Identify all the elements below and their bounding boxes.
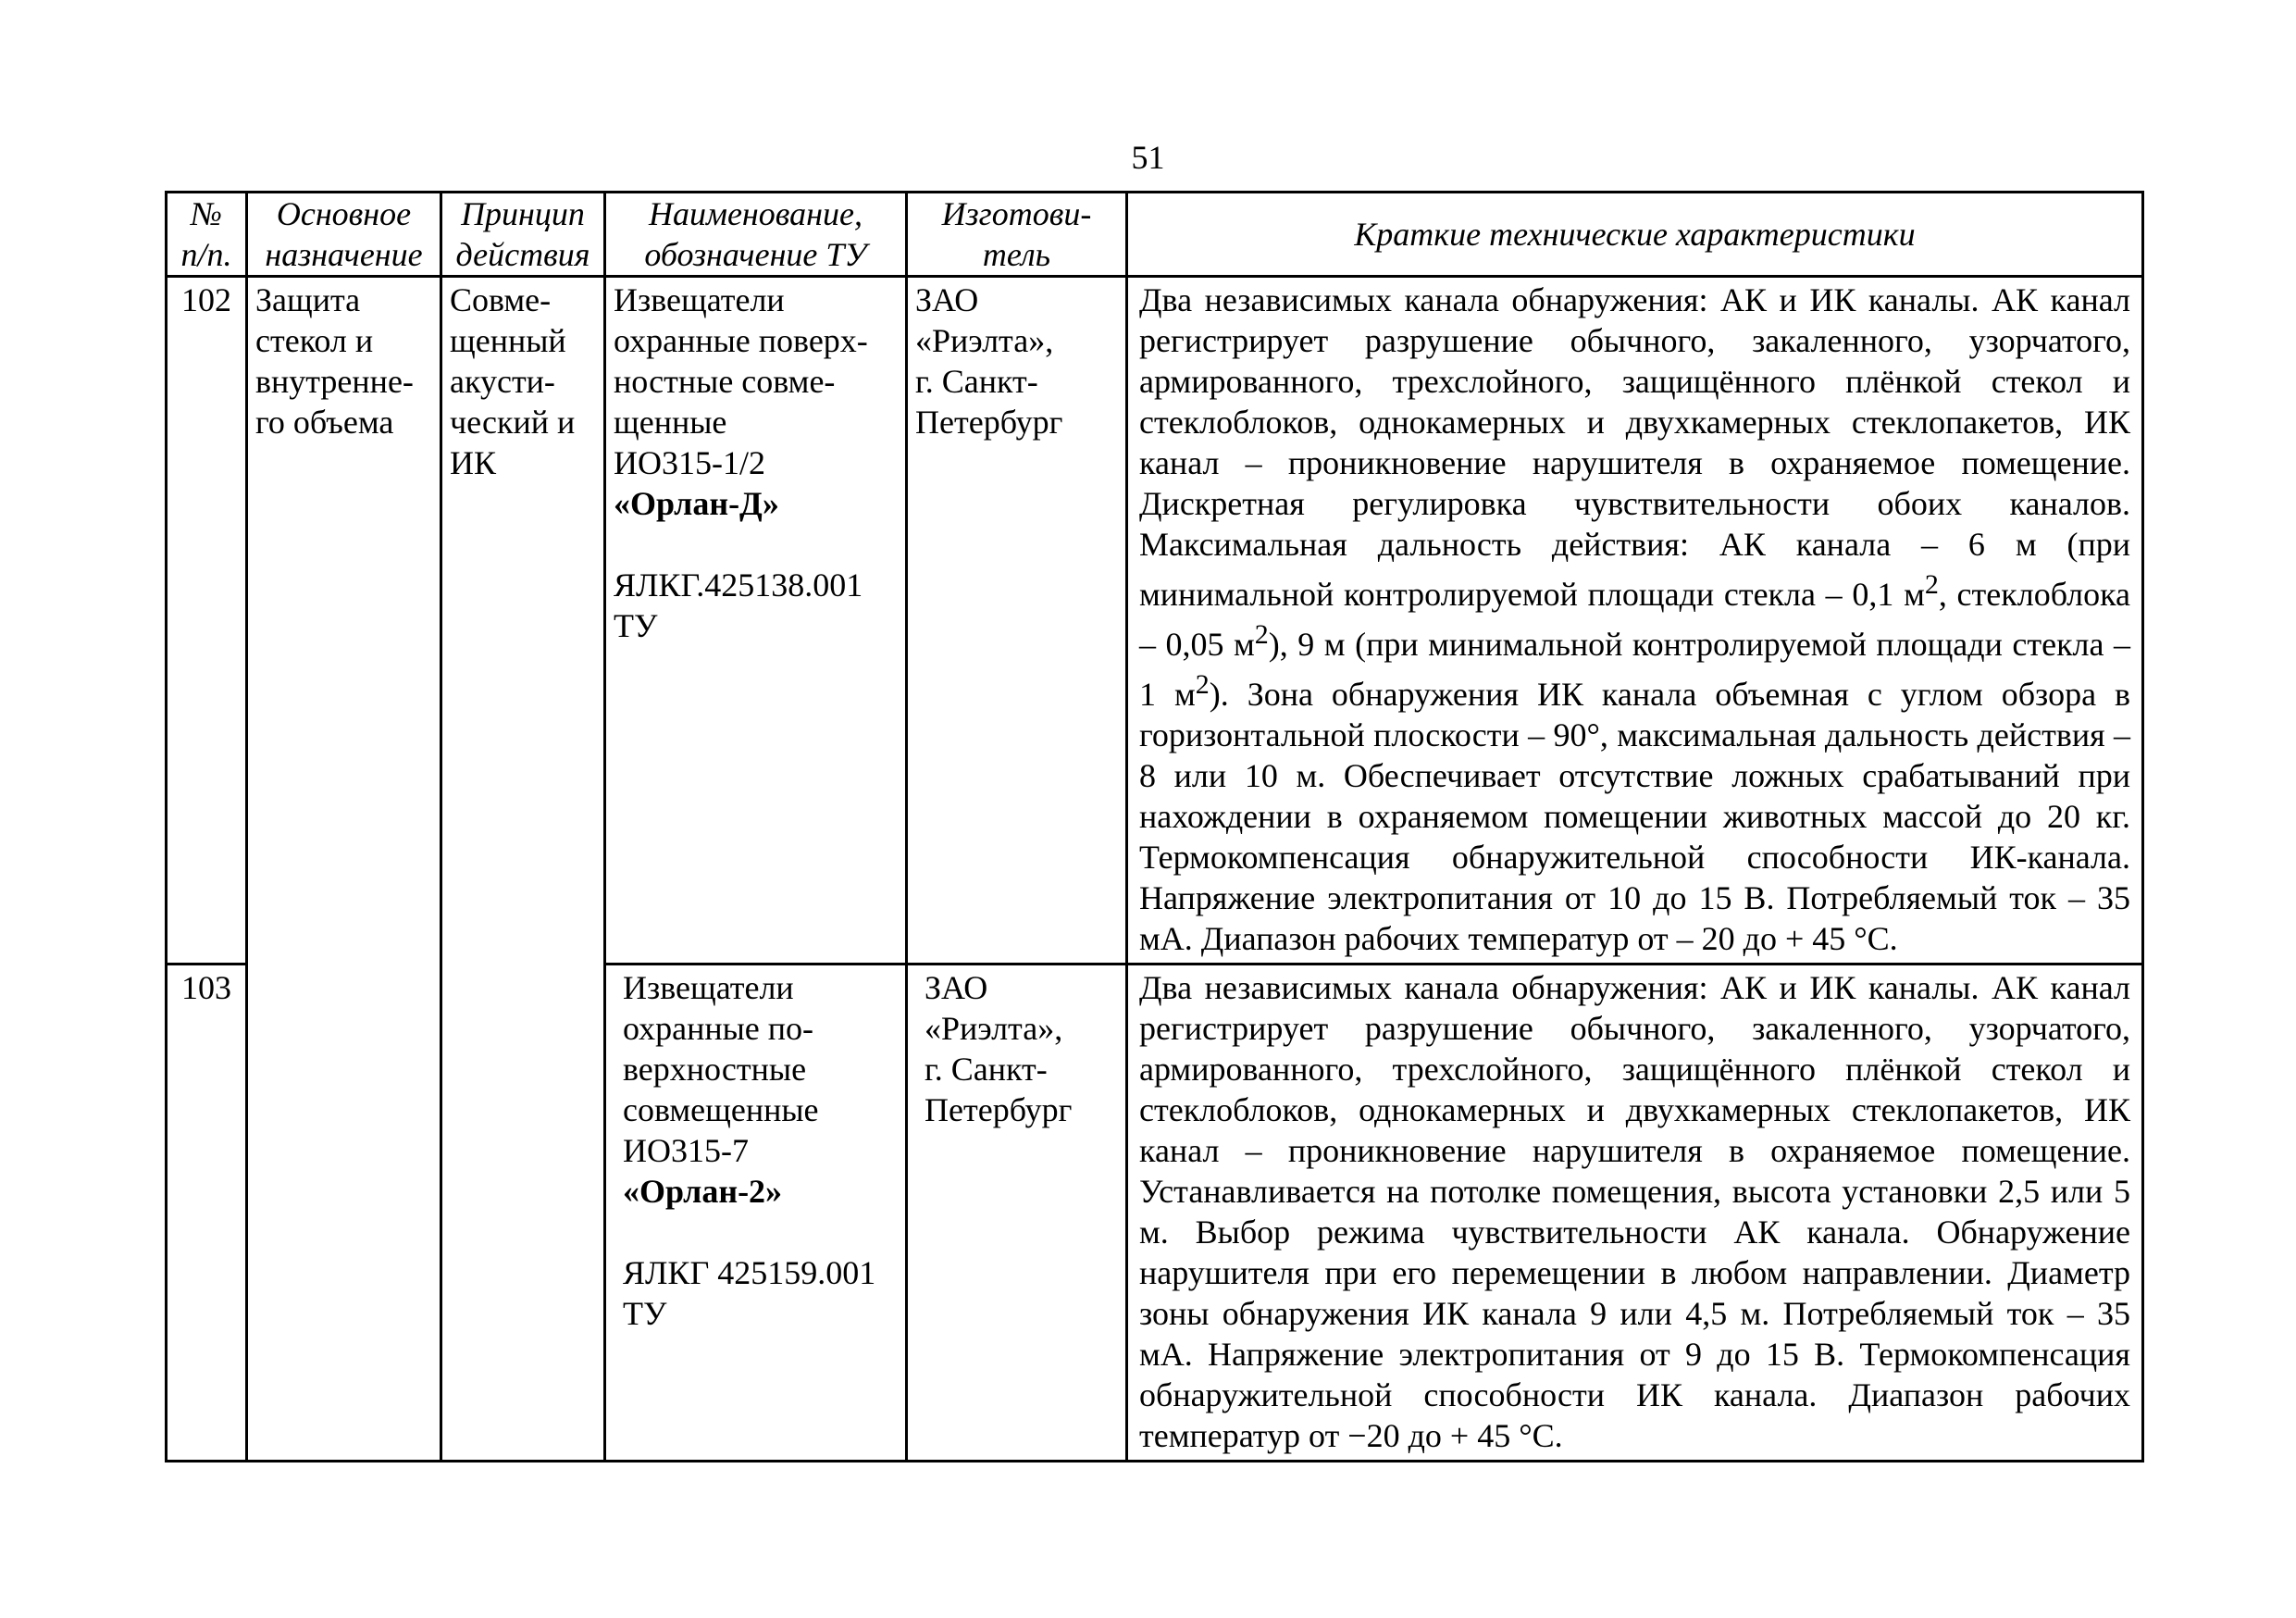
header-purpose — [247, 193, 441, 277]
description-cell — [1127, 277, 2143, 965]
header-principle — [441, 193, 605, 277]
cell-line: ИК — [450, 444, 497, 481]
cell-line: ИО315-1/2 — [614, 444, 765, 481]
spec-code: ЯЛКГ 425159.001 — [623, 1254, 876, 1291]
principle-cell — [441, 277, 605, 1462]
cell-line: «Риэлта», — [915, 322, 1054, 359]
cell-line: ностные совме- — [614, 363, 836, 400]
header-maker — [907, 193, 1127, 277]
cell-line: верхностные — [623, 1051, 807, 1088]
description-text: ). Зона обнаружения ИК канала объемная с углом обзора в горизонтальной плоскости – 90°, максимальная дальность действия – 8 или 10 м. Обеспечивает отсутствие ложных срабатываний при нахождении в охраняемом помещении животных массой до 20 кг. Термокомпенсация обнаружительной способности ИК-канала. Напряжение электропитания от 10 до 15 В. Потребляемый ток – 35 мА. Диапазон рабочих температур от – 20 до + 45 °С. — [1139, 676, 2131, 957]
cell-line: совмещенные — [623, 1091, 819, 1128]
cell-line: ИО315-7 — [623, 1132, 749, 1169]
name-cell — [605, 965, 907, 1462]
header-text: Наименование, — [648, 195, 863, 232]
superscript: 2 — [1924, 569, 1939, 600]
description-text: Два независимых канала обнаружения: АК и ИК каналы. АК канал регистрирует разрушение обычного, закаленного, узорчатого, армированного, трехслойного, защищённого плёнкой стекол и стеклоблоков, однокамерных и двухкамерных стеклопакетов, ИК канал – проникновение нарушителя в охраняемое помещение. Устанавливается на потолке помещения, высота установки 2,5 или 5 м. Выбор режима чувствительности АК канала. Обнаружение нарушителя при его перемещении в любом направлении. Диаметр зоны обнаружения ИК канала 9 или 4,5 м. Потребляемый ток – 35 мА. Напряжение электропитания от 9 до 15 В. Термокомпенсация обнаружительной способности ИК канала. Диапазон рабочих температур от −20 до + 45 °С. — [1139, 969, 2130, 1454]
description-text: ), 9 м (при минимальной контролируемой площади стекла – 1 м — [1139, 626, 2130, 713]
cell-line: акусти- — [450, 363, 555, 400]
spec-code: ЯЛКГ.425138.001 — [614, 566, 863, 604]
cell-line: щенные — [614, 404, 727, 441]
cell-line: Извещатели — [623, 969, 794, 1006]
superscript: 2 — [1254, 619, 1269, 650]
maker-cell — [907, 277, 1127, 965]
header-text: № — [191, 195, 222, 232]
row-number: 103 — [167, 965, 247, 1462]
header-num — [167, 193, 247, 277]
cell-line: г. Санкт- — [925, 1051, 1048, 1088]
description-cell — [1127, 965, 2143, 1462]
header-text: Основное — [276, 195, 412, 232]
header-specs — [1127, 193, 2143, 277]
table-row — [167, 277, 2143, 965]
header-text: обозначение ТУ — [644, 236, 867, 273]
cell-line: го объема — [255, 404, 394, 441]
description-text: Два независимых канала обнаружения: АК и ИК каналы. АК канал регистрирует разрушение обычного, закаленного, узорчатого, армированного, трехслойного, защищённого плёнкой стекол и стеклоблоков, однокамерных и двухкамерных стеклопакетов, ИК канал – проникновение нарушителя в охраняемое помещение. Дискретная регулировка чувствительности обоих каналов. Максимальная дальность действия: АК канала – 6 м (при минимальной контролируемой площади стекла – 0,1 м — [1139, 281, 2130, 613]
header-text: тель — [982, 236, 1051, 273]
header-name — [605, 193, 907, 277]
header-text: Принцип — [461, 195, 585, 232]
cell-line: «Риэлта», — [925, 1010, 1063, 1047]
spec-code: ТУ — [623, 1295, 667, 1332]
header-text: Изготови- — [941, 195, 1092, 232]
page-number: 51 — [1131, 139, 1165, 176]
header-text: действия — [455, 236, 590, 273]
cell-line: стекол и — [255, 322, 374, 359]
row-number: 102 — [167, 277, 247, 965]
cell-line: ческий и — [450, 404, 576, 441]
cell-line: Защита — [255, 281, 361, 318]
table-header-row — [167, 193, 2143, 277]
cell-line: ЗАО — [915, 281, 979, 318]
header-text: п/п. — [180, 236, 232, 273]
cell-line: Совме- — [450, 281, 552, 318]
model-name: «Орлан-Д» — [614, 485, 779, 522]
cell-line: Извещатели — [614, 281, 785, 318]
spacer — [614, 524, 898, 565]
cell-line: охранные по- — [623, 1010, 814, 1047]
cell-line: ЗАО — [925, 969, 988, 1006]
cell-line: Петербург — [925, 1091, 1073, 1128]
maker-cell — [907, 965, 1127, 1462]
cell-line: охранные поверх- — [614, 322, 868, 359]
cell-line: щенный — [450, 322, 566, 359]
name-cell — [605, 277, 907, 965]
header-text: назначение — [265, 236, 423, 273]
spec-table — [165, 191, 2144, 1462]
model-name: «Орлан-2» — [623, 1173, 783, 1210]
spacer — [623, 1212, 898, 1252]
spec-code: ТУ — [614, 607, 658, 644]
description-text: , стеклоблока – 0,05 м — [1139, 576, 2131, 663]
cell-line: г. Санкт- — [915, 363, 1038, 400]
header-text: Краткие технические характеристики — [1354, 216, 1916, 253]
superscript: 2 — [1195, 669, 1210, 700]
cell-line: внутренне- — [255, 363, 414, 400]
cell-line: Петербург — [915, 404, 1063, 441]
purpose-cell — [247, 277, 441, 1462]
